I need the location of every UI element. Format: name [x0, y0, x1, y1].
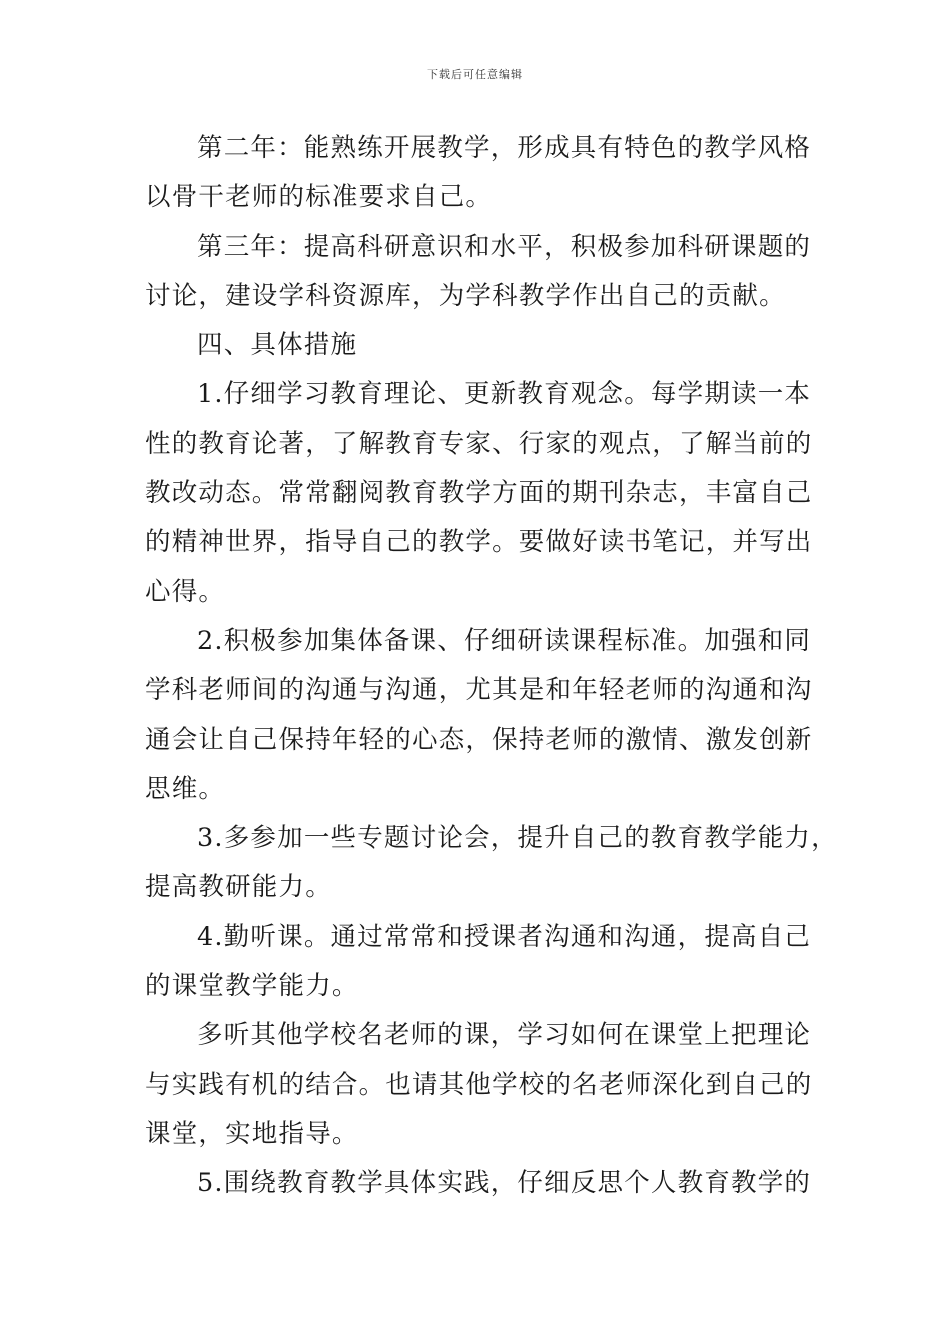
text-line: 3.多参加一些专题讨论会，提升自己的教育教学能力， [197, 823, 838, 854]
text-line: 提高教研能力。 [145, 872, 332, 903]
text-line: 的课堂教学能力。 [145, 971, 359, 1002]
text-line: 讨论，建设学科资源库，为学科教学作出自己的贡献。 [145, 280, 786, 311]
text-line: 2.积极参加集体备课、仔细研读课程标准。加强和同 [197, 625, 812, 656]
text-line: 以骨干老师的标准要求自己。 [145, 182, 493, 213]
page-header: 下载后可任意编辑 [427, 68, 523, 81]
paragraph-measure-1 [145, 370, 813, 616]
paragraph-measure-5 [145, 1159, 813, 1208]
text-line: 学科老师间的沟通与沟通，尤其是和年轻老师的沟通和沟 [145, 675, 813, 706]
section-heading-text: 四、具体措施 [197, 330, 358, 361]
text-line: 通会让自己保持年轻的心态，保持老师的激情、激发创新 [145, 724, 813, 755]
text-line: 心得。 [145, 576, 226, 607]
paragraph-measure-2 [145, 617, 813, 814]
document-body [145, 124, 838, 1209]
paragraph-listen-other-schools [145, 1011, 813, 1159]
paragraph-measure-3 [145, 814, 838, 913]
text-line: 课堂，实地指导。 [145, 1118, 359, 1149]
paragraph-third-year [145, 223, 813, 322]
text-line: 第三年：提高科研意识和水平，积极参加科研课题的 [197, 231, 812, 262]
text-line: 思维。 [145, 773, 226, 804]
text-line: 与实践有机的结合。也请其他学校的名老师深化到自己的 [145, 1069, 813, 1100]
text-line: 多听其他学校名老师的课，学习如何在课堂上把理论 [197, 1020, 812, 1051]
text-line: 性的教育论著，了解教育专家、行家的观点，了解当前的 [145, 428, 813, 459]
text-line: 第二年：能熟练开展教学，形成具有特色的教学风格 [197, 133, 812, 163]
section-heading-measures [145, 321, 813, 370]
paragraph-second-year [145, 124, 813, 223]
text-line: 4.勤听课。通过常常和授课者沟通和沟通，提高自己 [197, 921, 812, 952]
text-line: 教改动态。常常翻阅教育教学方面的期刊杂志，丰富自己 [145, 478, 813, 509]
text-line: 的精神世界，指导自己的教学。要做好读书笔记，并写出 [145, 527, 813, 558]
text-line: 1.仔细学习教育理论、更新教育观念。每学期读一本 [197, 379, 812, 410]
paragraph-measure-4 [145, 913, 813, 1012]
text-line: 5.围绕教育教学具体实践，仔细反思个人教育教学的 [197, 1168, 812, 1199]
